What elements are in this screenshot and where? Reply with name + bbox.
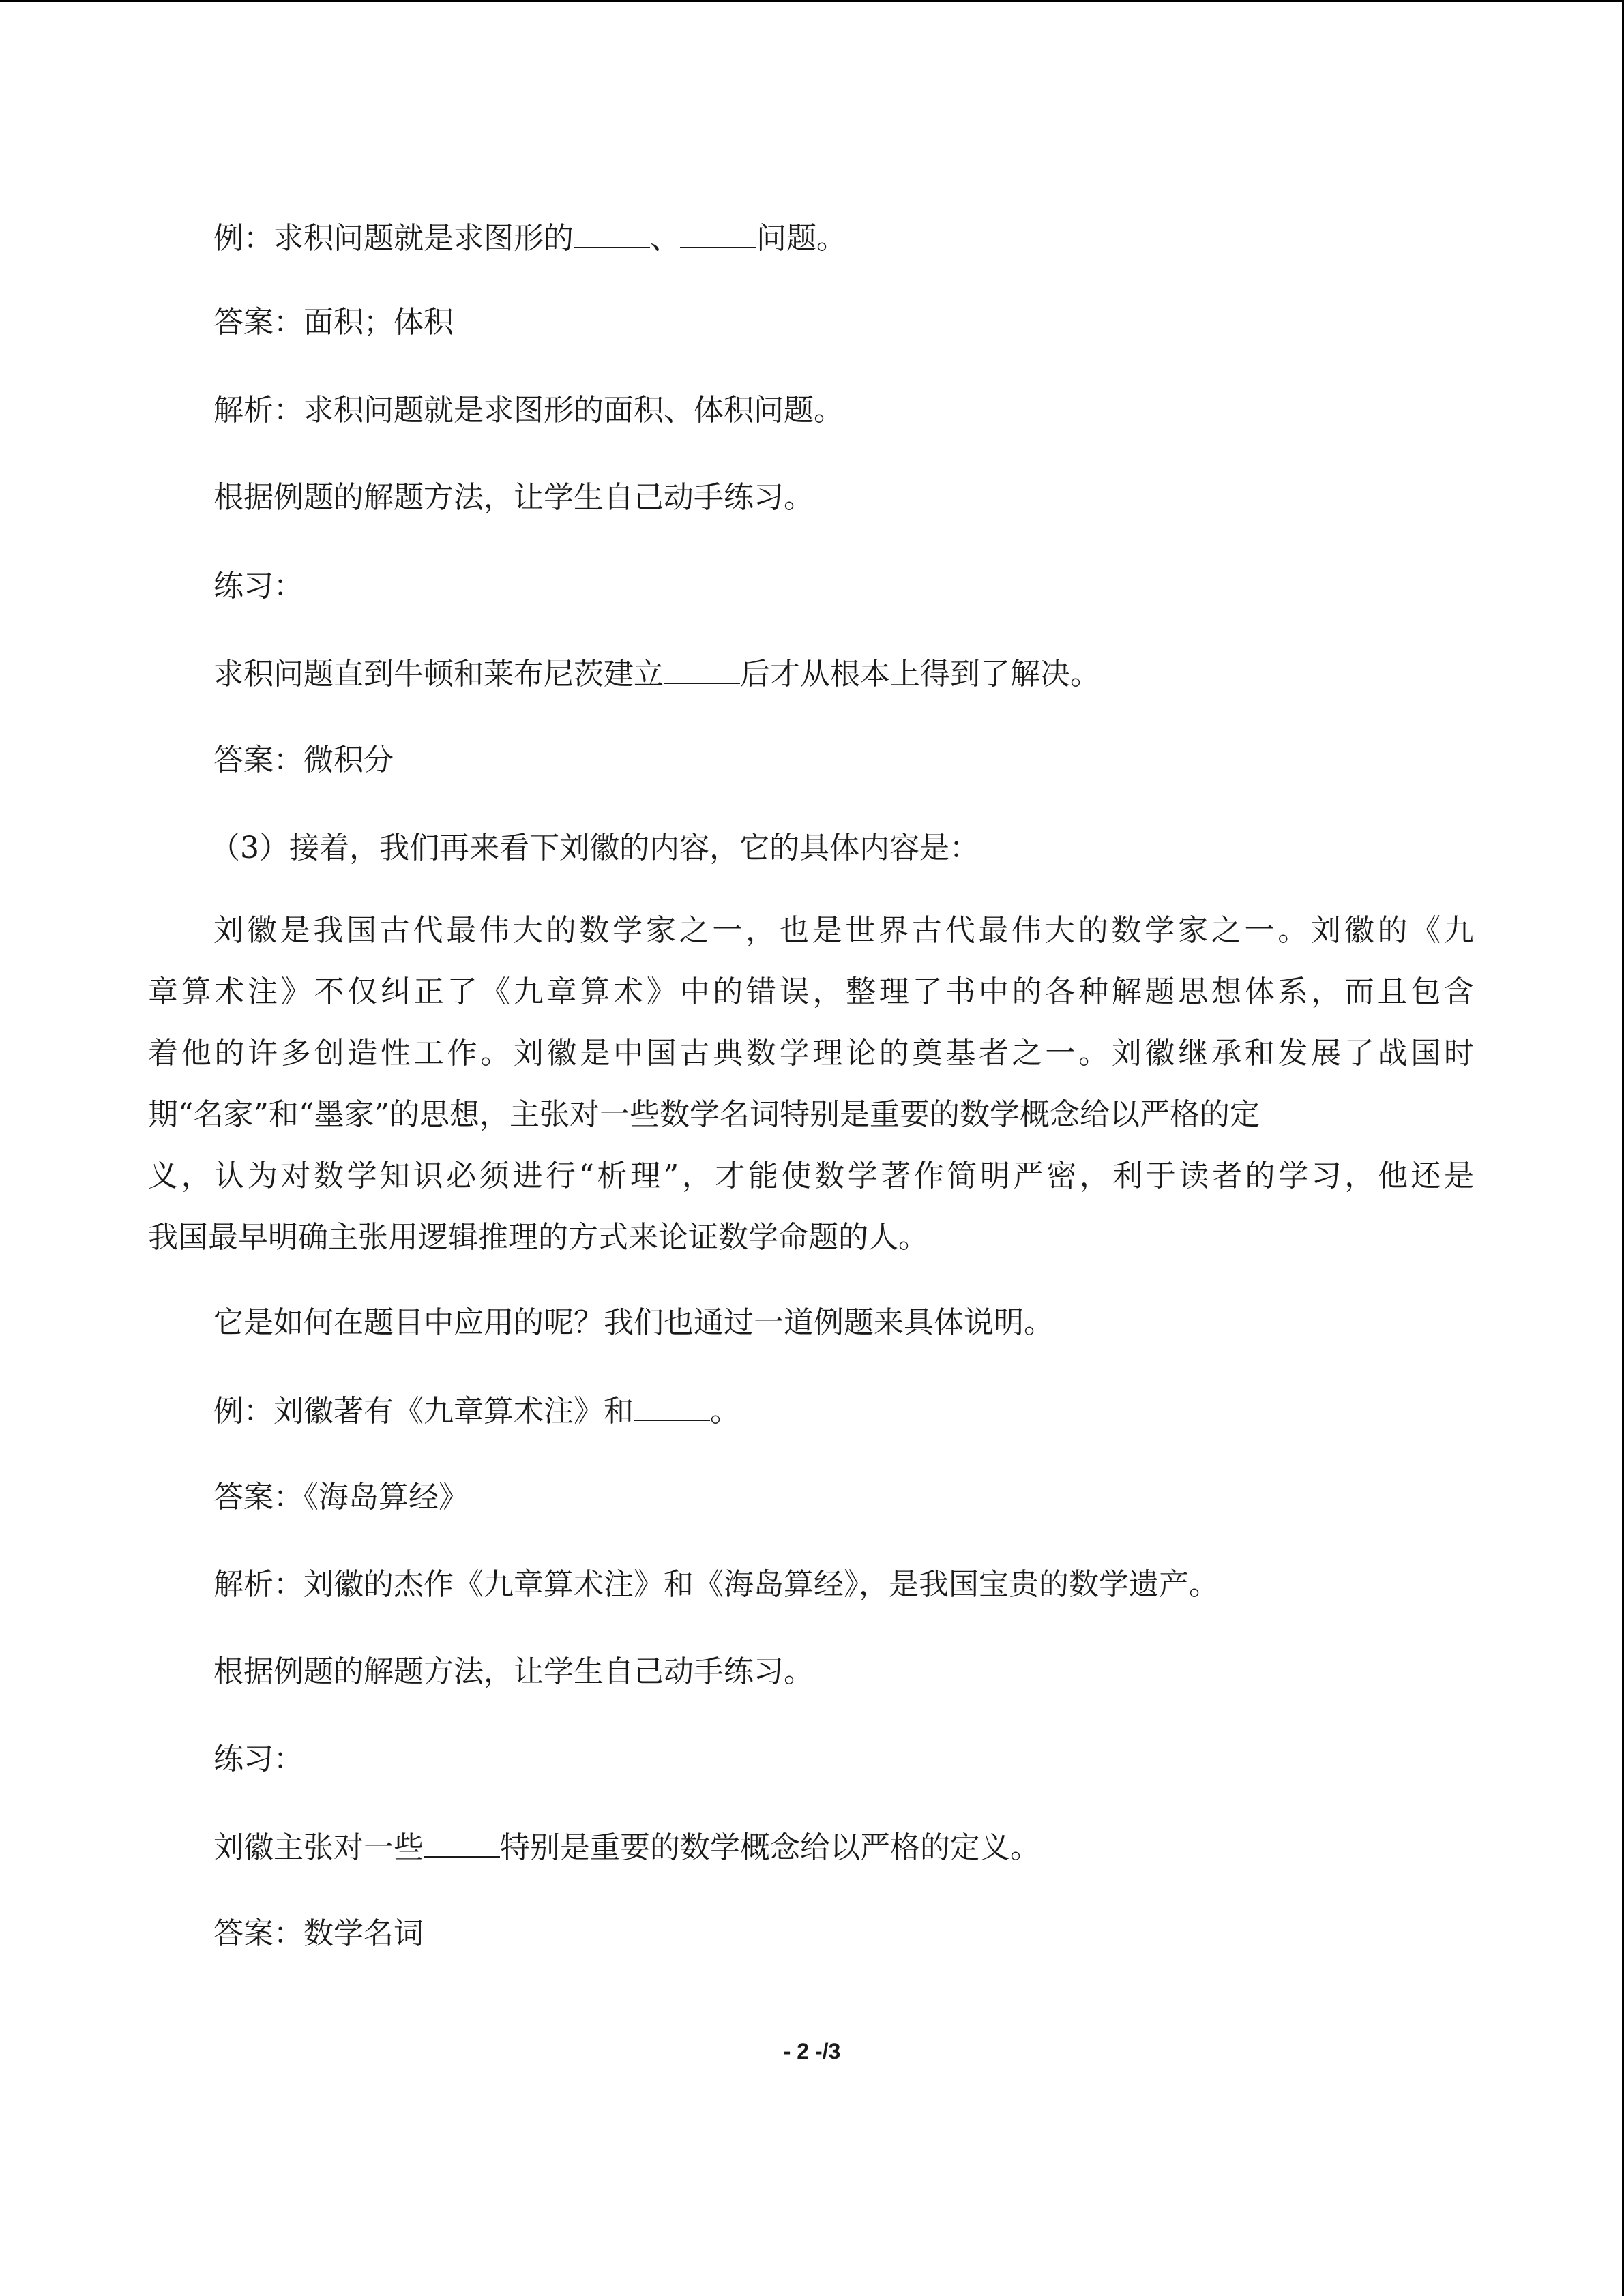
fill-blank — [574, 217, 650, 248]
page-top-border — [0, 0, 1624, 2]
fill-blank — [680, 217, 756, 248]
page-number: - 2 -/3 — [783, 2039, 841, 2063]
question-2 — [213, 1826, 1040, 1868]
answer-3: 答案：《海岛算经》 — [213, 1480, 469, 1515]
example-1 — [213, 217, 846, 259]
practice-label-1: 练习： — [213, 569, 304, 603]
example-1-text: 例：求积问题就是求图形的 — [213, 221, 574, 256]
paragraph-line: 章算术注》不仅纠正了《九章算术》中的错误，整理了书中的各种解题思想体系，而且包含 — [148, 974, 1474, 1009]
answer-4: 答案：数学名词 — [213, 1916, 424, 1951]
answer-1: 答案：面积；体积 — [213, 305, 454, 340]
fill-blank — [664, 653, 740, 684]
answer-2: 答案：微积分 — [213, 743, 394, 777]
example-2-suffix: 。 — [710, 1394, 740, 1429]
question-1-text: 求积问题直到牛顿和莱布尼茨建立 — [213, 657, 664, 691]
fill-blank — [634, 1390, 710, 1421]
example-2-text: 例：刘徽著有《九章算术注》和 — [213, 1394, 634, 1429]
intro-2: 它是如何在题目中应用的呢？我们也通过一道例题来具体说明。 — [213, 1305, 1054, 1340]
practice-label-2: 练习： — [213, 1742, 304, 1776]
paragraph-line: 着他的许多创造性工作。刘徽是中国古典数学理论的奠基者之一。刘徽继承和发展了战国时 — [148, 1036, 1474, 1071]
liuhui-paragraph — [148, 900, 1474, 1268]
paragraph-line: 我国最早明确主张用逻辑推理的方式来论证数学命题的人。 — [148, 1220, 928, 1255]
paragraph-line: 刘徽是我国古代最伟大的数学家之一，也是世界古代最伟大的数学家之一。刘徽的《九 — [213, 913, 1474, 948]
example-1-separator: 、 — [650, 221, 680, 256]
explanation-1: 解析：求积问题就是求图形的面积、体积问题。 — [213, 393, 844, 428]
section-3-heading: （3）接着，我们再来看下刘徽的内容，它的具体内容是： — [210, 831, 979, 865]
fill-blank — [424, 1826, 500, 1858]
paragraph-line: 期“名家”和“墨家”的思想，主张对一些数学名词特别是重要的数学概念给以严格的定 — [148, 1097, 1260, 1132]
question-1-suffix: 后才从根本上得到了解决。 — [740, 657, 1100, 691]
question-2-text: 刘徽主张对一些 — [213, 1830, 424, 1865]
question-2-suffix: 特别是重要的数学概念给以严格的定义。 — [500, 1830, 1040, 1865]
practice-prompt-2: 根据例题的解题方法，让学生自己动手练习。 — [213, 1654, 814, 1689]
example-1-suffix: 问题。 — [756, 221, 846, 256]
example-2 — [213, 1390, 740, 1432]
paragraph-line: 义，认为对数学知识必须进行“析理”，才能使数学著作简明严密，利于读者的学习，他还是 — [148, 1159, 1474, 1193]
question-1 — [213, 653, 1100, 695]
practice-prompt-1: 根据例题的解题方法，让学生自己动手练习。 — [213, 480, 814, 515]
explanation-2: 解析：刘徽的杰作《九章算术注》和《海岛算经》，是我国宝贵的数学遗产。 — [213, 1567, 1219, 1602]
